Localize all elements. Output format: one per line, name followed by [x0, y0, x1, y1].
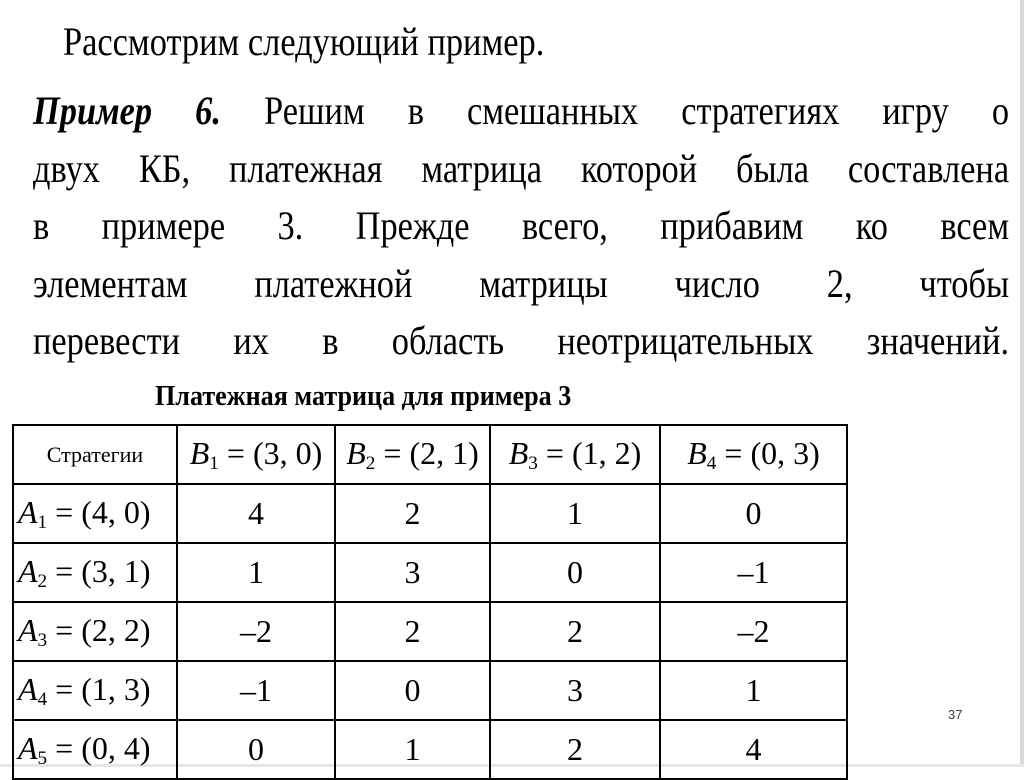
table-cell: 2 [490, 602, 660, 661]
table-cell: 0 [335, 661, 490, 720]
table-title: Платежная матрица для примера 3 [155, 380, 572, 412]
table-cell: 2 [490, 720, 660, 779]
column-header-b4: $B_4 = (0$, 3) [660, 425, 847, 484]
table-cell: –1 [177, 661, 335, 720]
table-cell: –2 [177, 602, 335, 661]
table-row-a1 [13, 484, 847, 543]
example-lead: Пример 6. [33, 88, 221, 133]
column-header-b1: $B_1 = (3$, 0) [177, 425, 335, 484]
row-header-a4: $A_4 = (1$, 3) [13, 661, 177, 720]
paragraph-line-1-text: Решим в смешанных стратегиях игру о [264, 88, 1010, 133]
paragraph-line-4: элементам платежной матрицы число 2, чтобы [33, 260, 1010, 306]
table-cell: –2 [660, 602, 847, 661]
example-paragraph [33, 82, 1009, 370]
column-header-b3: $B_3 = (1$, 2) [490, 425, 660, 484]
table-row-a4 [13, 661, 847, 720]
corner-header-cell: Стратегии [13, 425, 177, 484]
table-cell: 1 [177, 543, 335, 602]
table-cell: 3 [490, 661, 660, 720]
paragraph-line-2: двух КБ, платежная матрица которой была составлена [33, 145, 1010, 191]
table-header-row [13, 425, 847, 484]
table-row-a5 [13, 720, 847, 779]
table-cell: 1 [490, 484, 660, 543]
table-cell: 0 [177, 720, 335, 779]
row-header-a1: $A_1 = (4$, 0) [13, 484, 177, 543]
table-cell: 3 [335, 543, 490, 602]
table-cell: 0 [490, 543, 660, 602]
row-header-a5: $A_5 = (0$, 4) [13, 720, 177, 779]
paragraph-line-5: перевести их в область неотрицательных значений. [33, 318, 1010, 363]
table-row-a2 [13, 543, 847, 602]
table-cell: 0 [660, 484, 847, 543]
payoff-matrix [12, 424, 848, 780]
page-number: 37 [948, 707, 963, 722]
table-cell: 1 [660, 661, 847, 720]
intro-text: Рассмотрим следующий пример. [63, 19, 545, 64]
paragraph-line-1 [33, 82, 1009, 140]
row-header-a3: $A_3 = (2$, 2) [13, 602, 177, 661]
table-cell: 1 [335, 720, 490, 779]
table-cell: 2 [335, 602, 490, 661]
table-cell: 2 [335, 484, 490, 543]
column-header-b2: $B_2 = (2$, 1) [335, 425, 490, 484]
paragraph-line-3: в примере 3. Прежде всего, прибавим ко всем [33, 203, 1010, 248]
table-cell: 4 [177, 484, 335, 543]
table-cell: –1 [660, 543, 847, 602]
table-row-a3 [13, 602, 847, 661]
slide-right-edge [1020, 0, 1024, 767]
row-header-a2: $A_2 = (3$, 1) [13, 543, 177, 602]
table-cell: 4 [660, 720, 847, 779]
